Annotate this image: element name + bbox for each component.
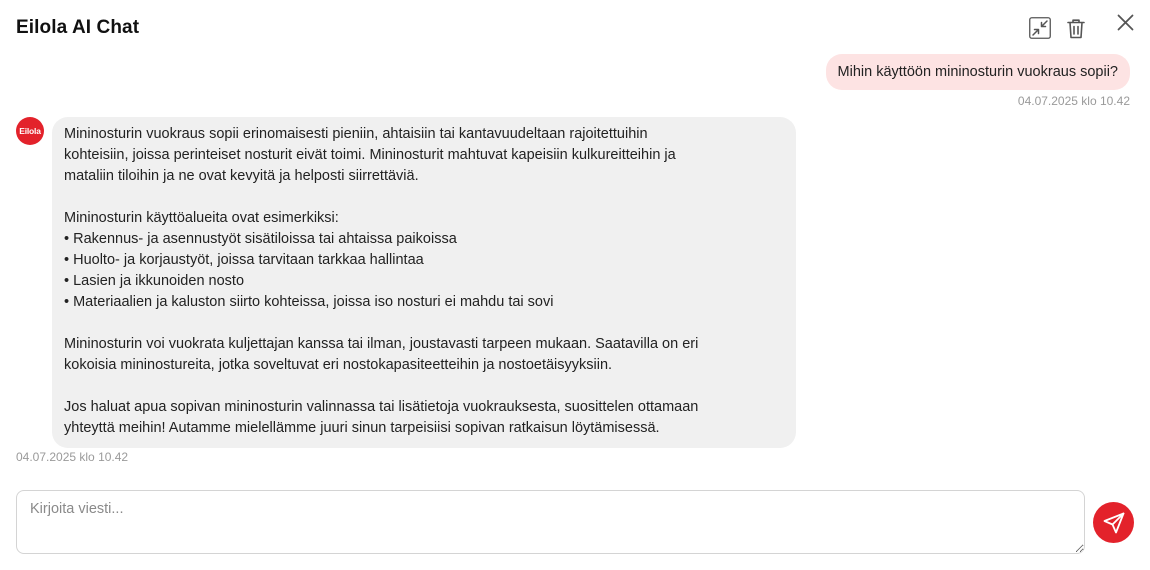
- bot-avatar: Eilola: [16, 117, 44, 145]
- message-input[interactable]: [16, 490, 1085, 554]
- chat-title: Eilola AI Chat: [16, 17, 140, 38]
- bot-message-line: yhteyttä meihin! Autamme mielellämme juuri sinun tarpeisiisi sopivan ratkaisun löytämisessä.: [64, 420, 660, 436]
- bot-message-list-item: • Rakennus- ja asennustyöt sisätiloissa tai ahtaissa paikoissa: [64, 231, 457, 247]
- bot-message-line: kokoisia mininostureita, jotka soveltuvat eri nostokapasiteetteihin ja nostoetäisyyksiin.: [64, 357, 613, 373]
- bot-message: [52, 117, 796, 448]
- delete-chat-button[interactable]: [1066, 17, 1086, 39]
- bot-message-list-item: • Materiaalien ja kaluston siirto kohteissa, joissa iso nosturi ei mahdu tai sovi: [64, 294, 554, 310]
- minimize-icon: [1029, 17, 1051, 39]
- bot-message-line: kohteisiin, joissa perinteiset nosturit eivät toimi. Mininosturit mahtuvat kapeisiin kulkureitteihin ja: [64, 147, 676, 163]
- bot-message-line: Mininosturin voi vuokrata kuljettajan kanssa tai ilman, joustavasti tarpeen mukaan. Saatavilla on eri: [64, 336, 699, 352]
- trash-icon: [1067, 18, 1085, 39]
- user-message-timestamp: 04.07.2025 klo 10.42: [1017, 94, 1130, 108]
- bot-message-line: Jos haluat apua sopivan mininosturin valinnassa tai lisätietoja vuokrauksesta, suosittelen ottamaan: [64, 399, 699, 415]
- send-icon: [1102, 511, 1126, 535]
- bot-message-timestamp: 04.07.2025 klo 10.42: [16, 450, 129, 464]
- send-button[interactable]: [1093, 502, 1134, 543]
- user-message: Mihin käyttöön mininosturin vuokraus sopii?: [826, 54, 1130, 90]
- bot-message-line: Mininosturin vuokraus sopii erinomaisesti pieniin, ahtaisiin tai kantavuudeltaan rajoitettuihin: [64, 126, 648, 142]
- bot-message-list-item: • Huolto- ja korjaustyöt, joissa tarvitaan tarkkaa hallintaa: [64, 252, 424, 268]
- bot-message-line: mataliin tiloihin ja ne ovat kevyitä ja helposti siirrettäviä.: [64, 168, 419, 184]
- close-button[interactable]: [1116, 13, 1135, 32]
- bot-message-list-item: • Lasien ja ikkunoiden nosto: [64, 273, 245, 289]
- close-icon: [1117, 14, 1134, 31]
- bot-message-line: Mininosturin käyttöalueita ovat esimerkiksi:: [64, 210, 339, 226]
- minimize-button[interactable]: [1029, 17, 1051, 39]
